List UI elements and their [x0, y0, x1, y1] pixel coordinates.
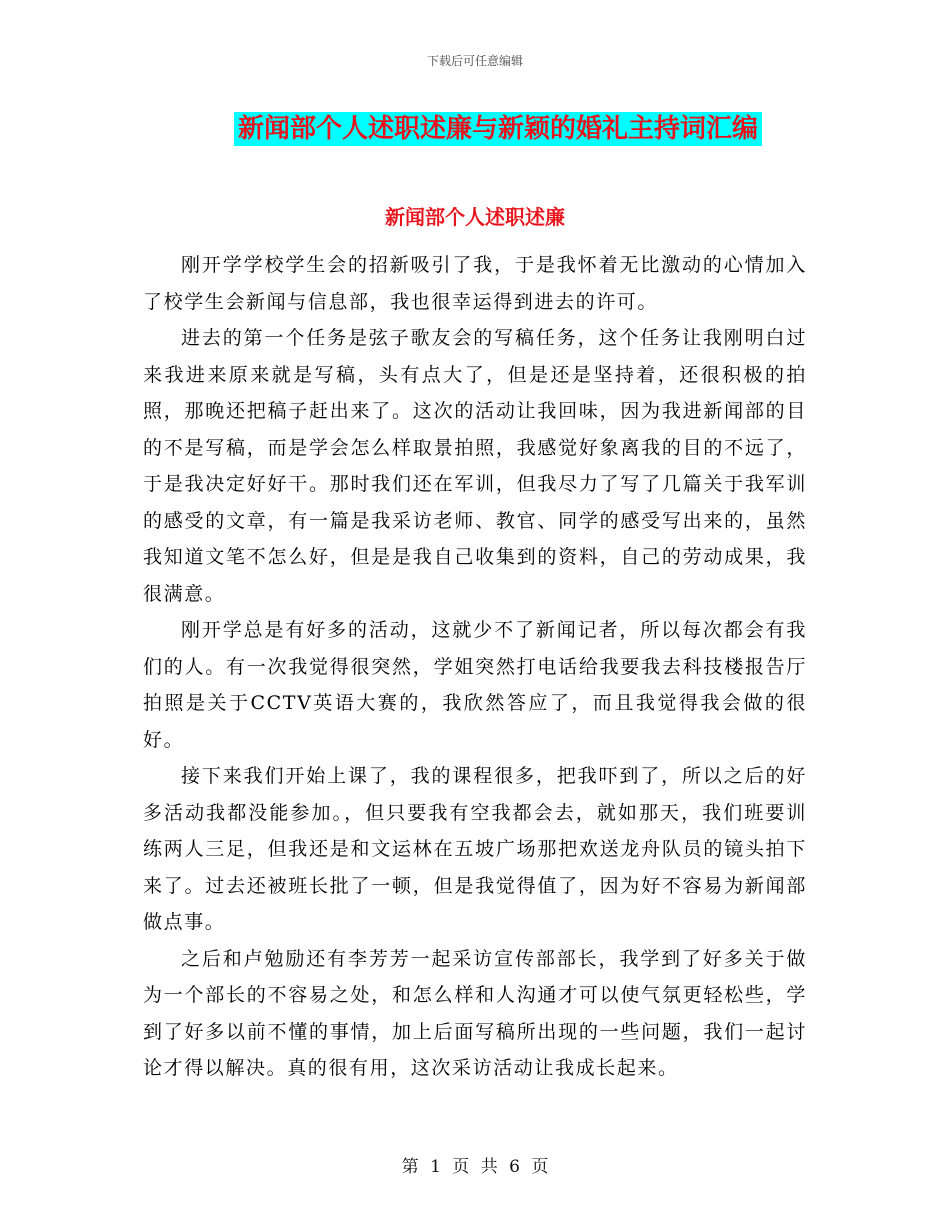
document-title-container: [0, 112, 950, 146]
document-title: 新闻部个人述职述廉与新颖的婚礼主持词汇编: [234, 112, 762, 146]
paragraph: 之后和卢勉励还有李芳芳一起采访宣传部部长，我学到了好多关于做为一个部长的不容易之处，和怎么样和人沟通才可以使气氛更轻松些，学到了好多以前不懂的事情，加上后面写稿所出现的一些问题，我们一起讨论才得以解决。真的很有用，这次采访活动让我成长起来。: [143, 947, 807, 1079]
paragraph: 进去的第一个任务是弦子歌友会的写稿任务，这个任务让我刚明白过来我进来原来就是写稿，头有点大了，但是还是坚持着，还很积极的拍照，那晚还把稿子赶出来了。这次的活动让我回味，因为我进新闻部的目的不是写稿，而是学会怎么样取景拍照，我感觉好象离我的目的不远了，于是我决定好好干。那时我们还在军训，但我尽力了写了几篇关于我军训的感受的文章，有一篇是我采访老师、教官、同学的感受写出来的，虽然我知道文笔不怎么好，但是是我自己收集到的资料，自己的劳动成果，我很满意。: [143, 327, 807, 605]
page-number-footer: 第 1 页 共 6 页: [401, 1157, 549, 1177]
paragraph: 刚开学总是有好多的活动，这就少不了新闻记者，所以每次都会有我们的人。有一次我觉得很突然，学姐突然打电话给我要我去科技楼报告厅拍照是关于CCTV英语大赛的，我欣然答应了，而且我觉得我会做的很好。: [143, 619, 807, 751]
page-header-note: 下载后可任意编辑: [426, 54, 523, 68]
document-body: [143, 247, 807, 1087]
paragraph: 接下来我们开始上课了，我的课程很多，把我吓到了，所以之后的好多活动我都没能参加。，但只要我有空我都会去，就如那天，我们班要训练两人三足，但我还是和文运林在五坡广场那把欢送龙舟队员的镜头拍下来了。过去还被班长批了一顿，但是我觉得值了，因为好不容易为新闻部做点事。: [143, 765, 807, 933]
paragraph: 刚开学学校学生会的招新吸引了我，于是我怀着无比激动的心情加入了校学生会新闻与信息部，我也很幸运得到进去的许可。: [143, 254, 807, 313]
section-title: 新闻部个人述职述廉: [385, 205, 565, 229]
